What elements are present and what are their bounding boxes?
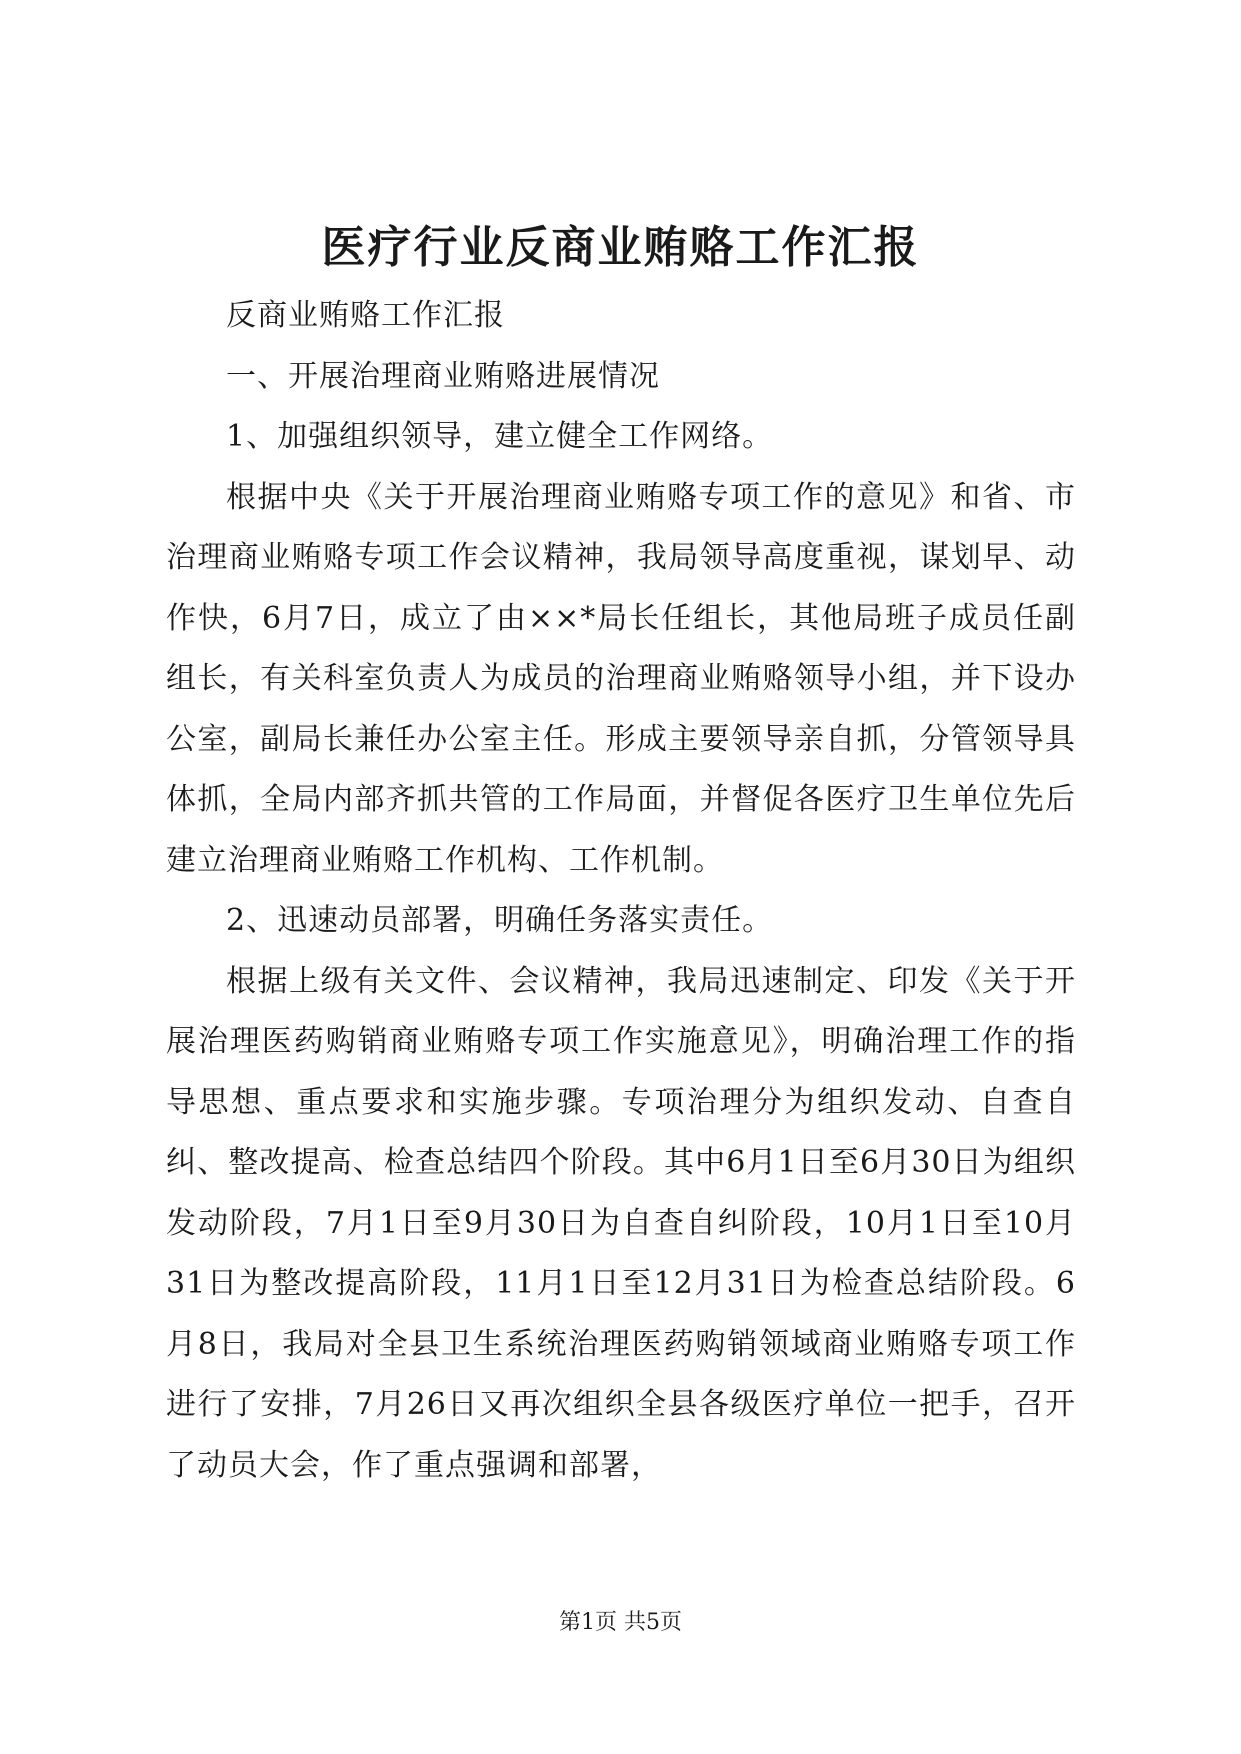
subsection-heading-2: 2、迅速动员部署，明确任务落实责任。 bbox=[226, 903, 774, 938]
document-body bbox=[166, 286, 1076, 1496]
paragraph-subtitle: 反商业贿赂工作汇报 bbox=[226, 298, 505, 333]
document-title: 医疗行业反商业贿赂工作汇报 bbox=[321, 222, 920, 273]
paragraph-2: 根据上级有关文件、会议精神，我局迅速制定、印发《关于开展治理医药购销商业贿赂专项工作实施意见》，明确治理工作的指导思想、重点要求和实施步骤。专项治理分为组织发动、自查自纠、整改提高、检查总结四个阶段。其中6月1日至6月30日为组织发动阶段，7月1日至9月30日为自查自纠阶段，10月1日至10月31日为整改提高阶段，11月1日至12月31日为检查总结阶段。6月8日，我局对全县卫生系统治理医药购销领域商业贿赂专项工作进行了安排，7月26日又再次组织全县各级医疗单位一把手，召开了动员大会，作了重点强调和部署， bbox=[166, 963, 1076, 1483]
subsection-heading-1: 1、加强组织领导，建立健全工作网络。 bbox=[226, 419, 774, 454]
paragraph-1: 根据中央《关于开展治理商业贿赂专项工作的意见》和省、市治理商业贿赂专项工作会议精神，我局领导高度重视，谋划早、动作快，6月7日，成立了由××*局长任组长，其他局班子成员任副组长，有关科室负责人为成员的治理商业贿赂领导小组，并下设办公室，副局长兼任办公室主任。形成主要领导亲自抓，分管领导具体抓，全局内部齐抓共管的工作局面，并督促各医疗卫生单位先后建立治理商业贿赂工作机构、工作机制。 bbox=[166, 479, 1076, 878]
page-number: 第1页 共5页 bbox=[559, 1610, 682, 1635]
section-heading: 一、开展治理商业贿赂进展情况 bbox=[226, 358, 660, 394]
